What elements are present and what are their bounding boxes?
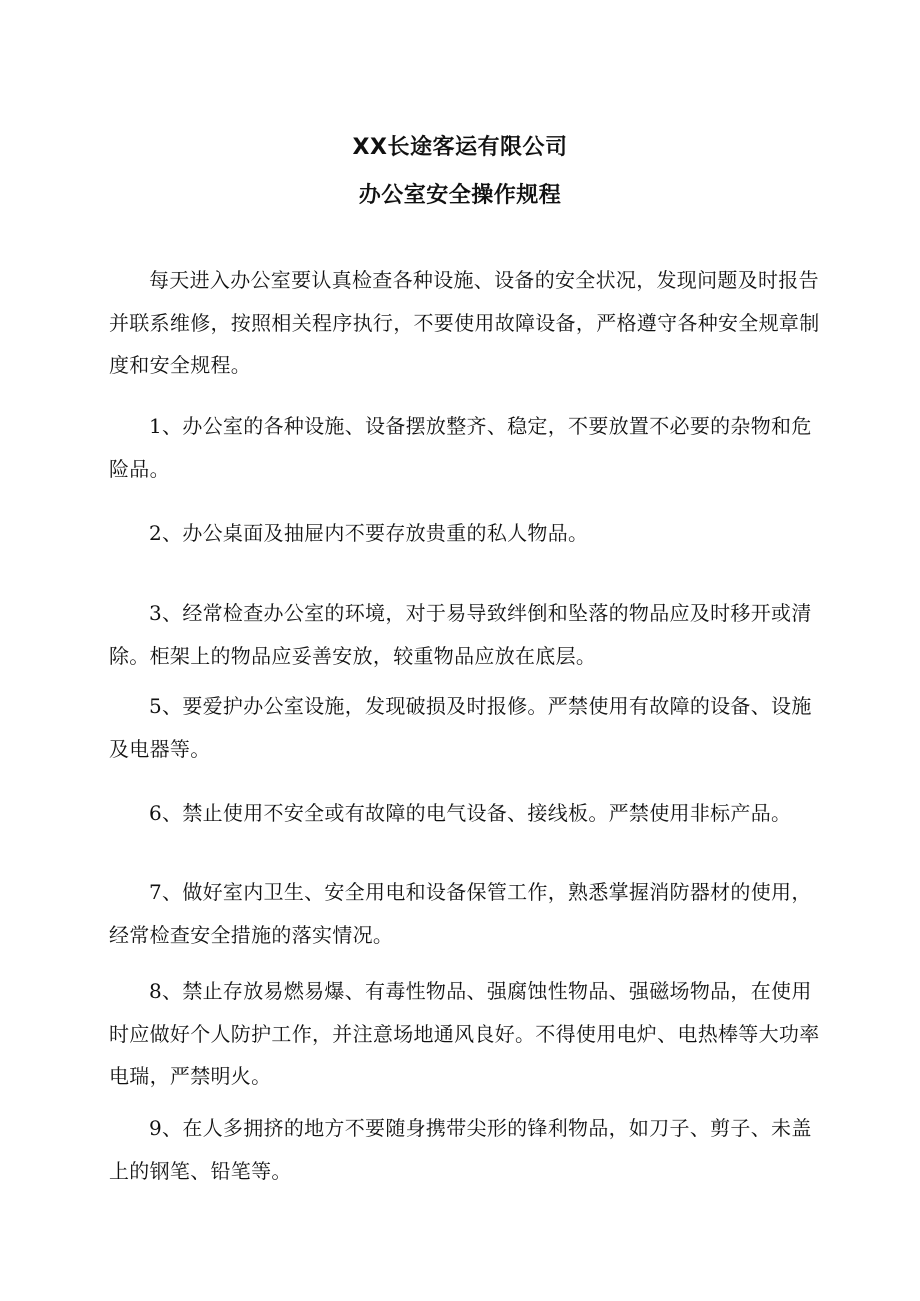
rule-paragraph: 8、禁止存放易燃易爆、有毒性物品、强腐蚀性物品、强磁场物品，在使用时应做好个人防护工作，并注意场地通风良好。不得使用电炉、电热棒等大功率电瑞，严禁明火。 [109,979,820,1088]
rule-paragraph: 2、办公桌面及抽屉内不要存放贵重的私人物品。 [149,521,589,545]
intro-paragraph: 每天进入办公室要认真检查各种设施、设备的安全状况，发现问题及时报告并联系维修，按照相关程序执行，不要使用故障设备，严格遵守各种安全规章制度和安全规程。 [109,268,820,377]
document-subtitle: 办公室安全操作规程 [358,183,562,208]
rule-paragraph: 6、禁止使用不安全或有故障的电气设备、接线板。严禁使用非标产品。 [149,801,792,825]
company-title: XX长途客运有限公司 [352,135,568,160]
rule-paragraph: 7、做好室内卫生、安全用电和设备保管工作，熟悉掌握消防器材的使用，经常检查安全措施的落实情况。 [109,880,812,947]
rule-paragraph: 1、办公室的各种设施、设备摆放整齐、稳定，不要放置不必要的杂物和危险品。 [109,414,812,481]
rule-paragraph: 3、经常检查办公室的环境，对于易导致绊倒和坠落的物品应及时移开或清除。柜架上的物品应妥善安放，较重物品应放在底层。 [109,601,812,668]
rule-paragraph: 9、在人多拥挤的地方不要随身携带尖形的锋利物品，如刀子、剪子、未盖上的钢笔、铅笔等。 [109,1116,812,1183]
title-block [0,124,920,220]
rule-paragraph: 5、要爱护办公室设施，发现破损及时报修。严禁使用有故障的设备、设施及电器等。 [109,694,812,761]
